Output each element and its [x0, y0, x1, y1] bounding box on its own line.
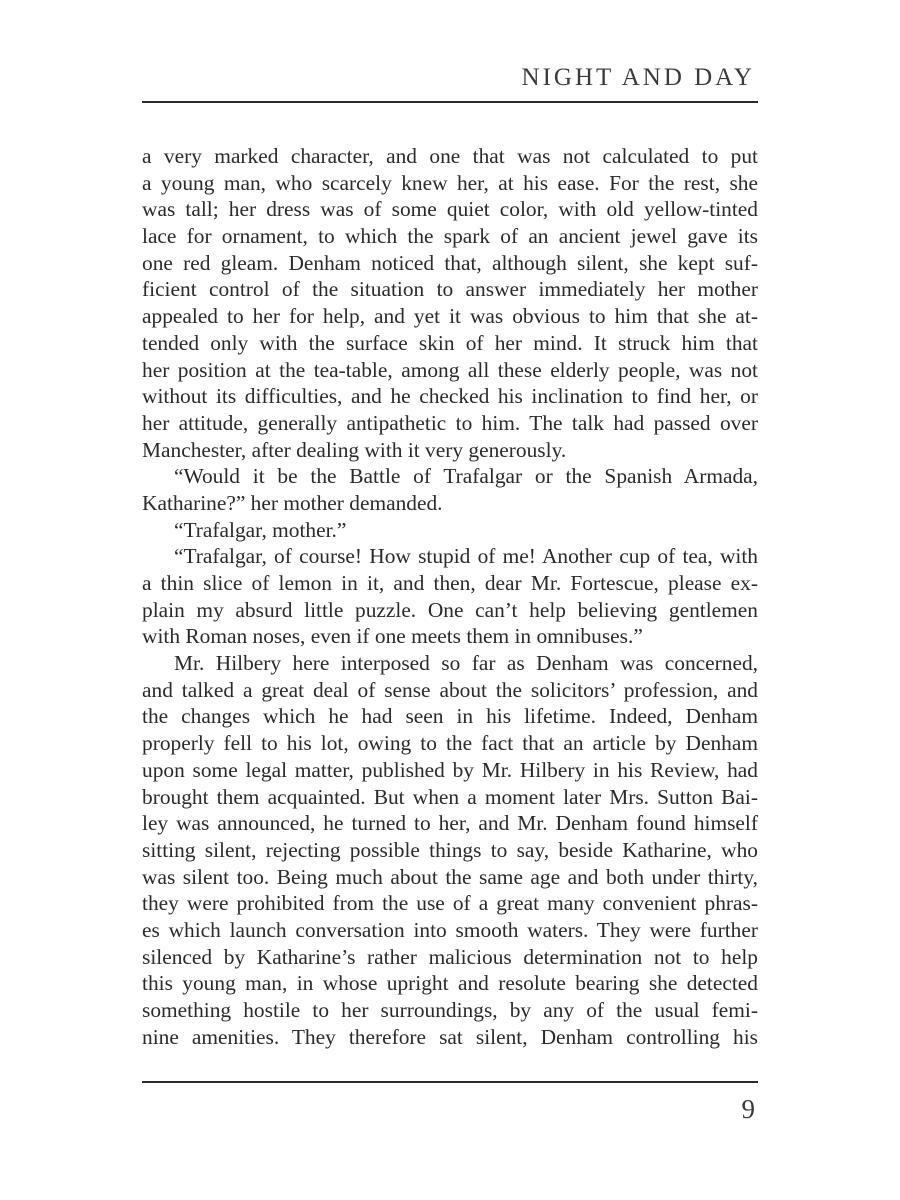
page-number: 9: [741, 1094, 755, 1124]
text-line: one red gleam. Denham noticed that, although silent, she kept suf-: [142, 250, 758, 275]
footer-rule: [142, 1081, 758, 1083]
body-text: [142, 143, 758, 1050]
text-line: Manchester, after dealing with it very generously.: [142, 437, 567, 462]
text-line: they were prohibited from the use of a great many convenient phras-: [142, 891, 758, 916]
text-line: with Roman noses, even if one meets them in omnibuses.”: [142, 624, 643, 649]
text-line: without its difficulties, and he checked his inclination to find her, or: [142, 384, 758, 409]
text-line: Katharine?” her mother demanded.: [142, 490, 443, 515]
text-line: upon some legal matter, published by Mr. Hilbery in his Review, had: [142, 757, 758, 782]
text-line: a thin slice of lemon in it, and then, dear Mr. Fortescue, please ex-: [142, 571, 758, 595]
text-line: brought them acquainted. But when a moment later Mrs. Sutton Bai-: [142, 784, 758, 809]
text-line: properly fell to his lot, owing to the fact that an article by Denham: [142, 731, 758, 756]
text-line: her position at the tea-table, among all these elderly people, was not: [142, 357, 758, 382]
text-line: lace for ornament, to which the spark of an ancient jewel gave its: [142, 224, 758, 249]
text-line: this young man, in whose upright and resolute bearing she detected: [142, 971, 758, 996]
text-line: and talked a great deal of sense about the solicitors’ profession, and: [142, 677, 758, 702]
text-line: es which launch conversation into smooth waters. They were further: [142, 917, 758, 942]
text-line: plain my absurd little puzzle. One can’t help believing gentlemen: [142, 597, 758, 622]
text-line: “Trafalgar, of course! How stupid of me! Another cup of tea, with: [174, 544, 758, 569]
text-line: Mr. Hilbery here interposed so far as Denham was concerned,: [174, 651, 758, 676]
header-rule: [142, 101, 758, 103]
running-head-title: NIGHT AND DAY: [521, 64, 755, 91]
text-line: ficient control of the situation to answer immediately her mother: [142, 277, 758, 302]
text-line: sitting silent, rejecting possible things to say, beside Katharine, who: [142, 837, 758, 862]
text-line: her attitude, generally antipathetic to him. The talk had passed over: [142, 410, 758, 435]
text-line: “Trafalgar, mother.”: [174, 517, 347, 542]
text-line: tended only with the surface skin of her mind. It struck him that: [142, 330, 758, 355]
text-line: a young man, who scarcely knew her, at his ease. For the rest, she: [142, 170, 758, 195]
text-line: nine amenities. They therefore sat silent, Denham controlling his: [142, 1024, 758, 1049]
text-line: the changes which he had seen in his lifetime. Indeed, Denham: [142, 704, 758, 729]
text-line: was silent too. Being much about the same age and both under thirty,: [142, 864, 758, 889]
text-line: “Would it be the Battle of Trafalgar or the Spanish Armada,: [174, 464, 758, 489]
text-line: silenced by Katharine’s rather malicious determination not to help: [142, 944, 758, 969]
text-line: something hostile to her surroundings, by any of the usual femi-: [142, 998, 758, 1022]
text-line: a very marked character, and one that was not calculated to put: [142, 144, 758, 168]
text-line: was tall; her dress was of some quiet color, with old yellow-tinted: [142, 197, 758, 222]
text-line: ley was announced, he turned to her, and Mr. Denham found himself: [142, 811, 758, 836]
text-line: appealed to her for help, and yet it was obvious to him that she at-: [142, 304, 758, 329]
